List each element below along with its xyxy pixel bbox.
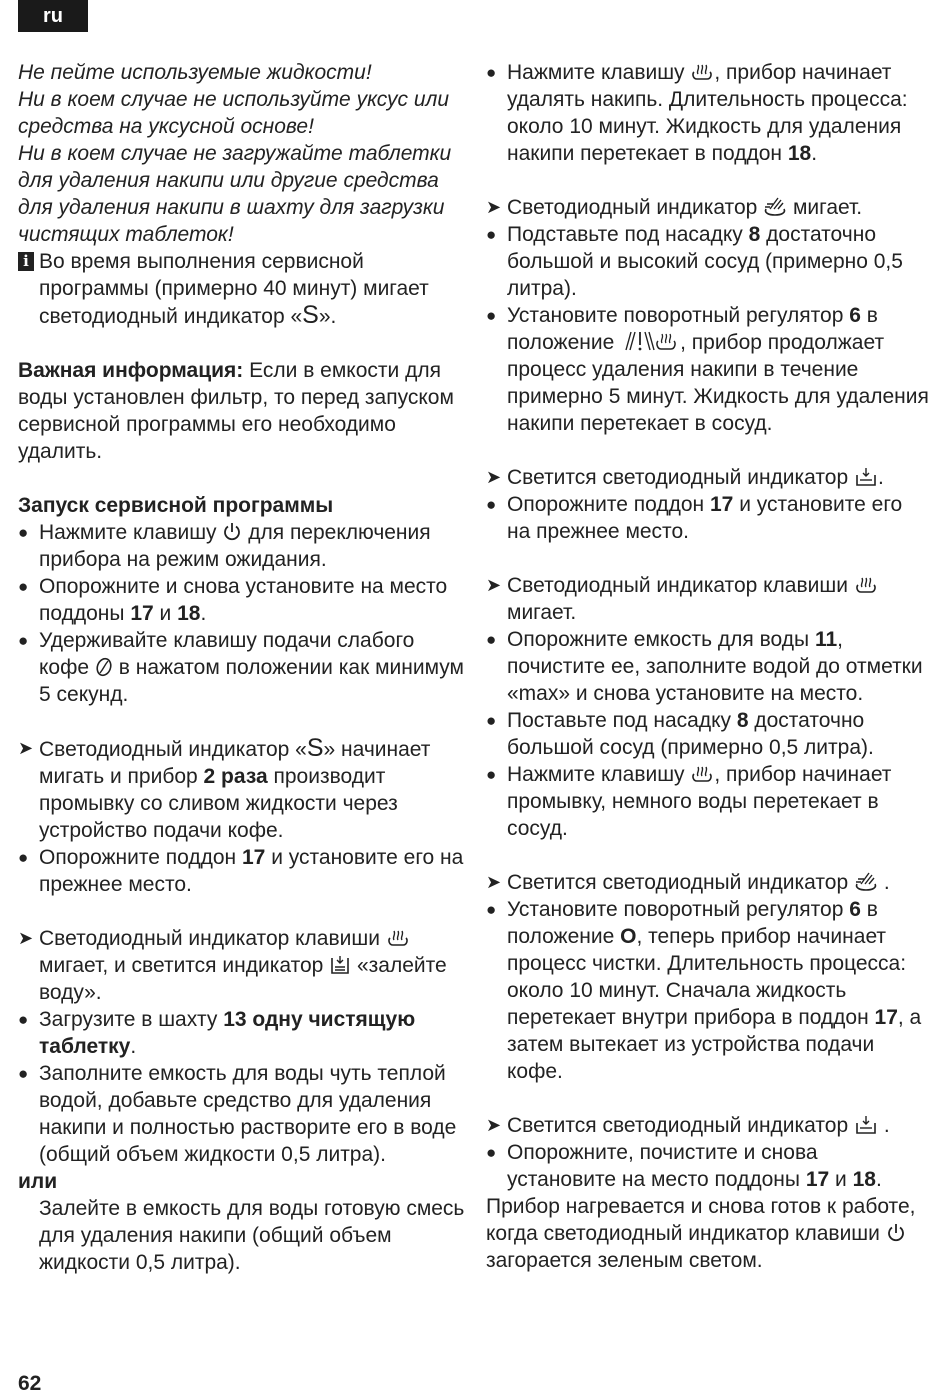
steam-clean-icon <box>386 928 410 948</box>
list-item: ● Опорожните поддон 17 и установите его на прежнее место. <box>486 491 931 545</box>
info-icon: i <box>18 252 34 271</box>
result-item: ➤ Светодиодный индикатор клавиши мигает. <box>486 572 931 626</box>
cleaning-indicator-icon <box>854 870 878 892</box>
warning-text: Ни в коем случае не используйте уксус или средства на уксусной основе! <box>18 88 450 138</box>
warning-text: Не пейте используемые жидкости! <box>18 61 372 84</box>
section-title: Запуск сервисной программы <box>18 494 334 517</box>
result-item: ➤ Светится светодиодный индикатор . <box>486 1112 931 1139</box>
warning-text: Ни в коем случае не загружайте таблетки для удаления накипи или другие средства для удаления накипи в шахту для загрузки чистящих таблеток! <box>18 142 452 246</box>
result-item: ➤ Светится светодиодный индикатор . <box>486 869 931 896</box>
steam-clean-icon <box>854 575 878 595</box>
list-item: ● Опорожните, почистите и снова установите на место поддоны 17 и 18. <box>486 1139 931 1193</box>
drip-tray-icon <box>854 1115 878 1135</box>
or-label: или <box>18 1170 58 1193</box>
final-note: Прибор нагревается и снова готов к работе, когда светодиодный индикатор клавиши загорается зеленым светом. <box>486 1195 916 1272</box>
list-item: ● Нажмите клавишу для переключения прибора на режим ожидания. <box>18 519 468 573</box>
water-fill-icon <box>329 955 351 975</box>
steam-clean-icon <box>690 62 714 82</box>
list-item: ● Опорожните и снова установите на место поддоны 17 и 18. <box>18 573 468 627</box>
important-note: Важная информация: Если в емкости для воды установлен фильтр, то перед запуском сервисной программы его необходимо удалить. <box>18 359 454 463</box>
page-number: 62 <box>18 1372 42 1395</box>
list-item: ● Поставьте под насадку 8 достаточно большой сосуд (примерно 0,5 литра). <box>486 707 931 761</box>
service-s-symbol: S <box>306 734 324 762</box>
power-icon <box>886 1223 906 1243</box>
list-item: ● Подставьте под насадку 8 достаточно большой и высокий сосуд (примерно 0,5 литра). <box>486 221 931 302</box>
list-item: ● Нажмите клавишу , прибор начинает удалять накипь. Длительность процесса: около 10 минут. Жидкость для удаления накипи перетекает в поддон 18. <box>486 59 931 167</box>
result-item: ➤ Светодиодный индикатор мигает. <box>486 194 931 221</box>
result-item: ➤ Светится светодиодный индикатор . <box>486 464 931 491</box>
result-item: ➤ Светодиодный индикатор «S» начинает мигать и прибор 2 раза производит промывку со сливом жидкости через устройство подачи кофе. <box>18 735 468 844</box>
service-s-symbol: S <box>302 301 319 329</box>
right-column <box>486 59 931 1274</box>
steam-position-icon <box>620 330 680 352</box>
list-item: ● Нажмите клавишу , прибор начинает промывку, немного воды перетекает в сосуд. <box>486 761 931 842</box>
list-item: ● Удерживайте клавишу подачи слабого кофе в нажатом положении как минимум 5 секунд. <box>18 627 468 708</box>
result-item: ➤ Светодиодный индикатор клавиши мигает, и светится индикатор «залейте воду». <box>18 925 468 1006</box>
mild-coffee-bean-icon <box>95 657 113 677</box>
cleaning-indicator-icon <box>763 195 787 217</box>
list-item: ● Установите поворотный регулятор 6 в положение , прибор продолжает процесс удаления накипи в течение примерно 5 минут. Жидкость для удаления накипи перетекает в сосуд. <box>486 302 931 437</box>
info-note: i Во время выполнения сервисной программы (примерно 40 минут) мигает светодиодный индикатор «S». <box>18 248 468 330</box>
steam-clean-icon <box>690 764 714 784</box>
list-item: ● Заполните емкость для воды чуть теплой водой, добавьте средство для удаления накипи и полностью растворите его в воде (общий объем жидкости 0,5 литра). <box>18 1060 468 1168</box>
language-tab: ru <box>18 0 88 32</box>
alternative-text: Залейте в емкость для воды готовую смесь для удаления накипи (общий объем жидкости 0,5 литра). <box>39 1197 465 1274</box>
power-icon <box>222 522 242 542</box>
list-item: ● Опорожните поддон 17 и установите его на прежнее место. <box>18 844 468 898</box>
list-item: ● Загрузите в шахту 13 одну чистящую таблетку. <box>18 1006 468 1060</box>
list-item: ● Установите поворотный регулятор 6 в положение O, теперь прибор начинает процесс чистки. Длительность процесса: около 10 минут. Сначала жидкость перетекает внутри прибора в поддон 17, а затем вытекает из устройства подачи кофе. <box>486 896 931 1085</box>
left-column <box>18 59 468 1276</box>
drip-tray-icon <box>854 467 878 487</box>
list-item: ● Опорожните емкость для воды 11, почистите ее, заполните водой до отметки «max» и снова установите на место. <box>486 626 931 707</box>
